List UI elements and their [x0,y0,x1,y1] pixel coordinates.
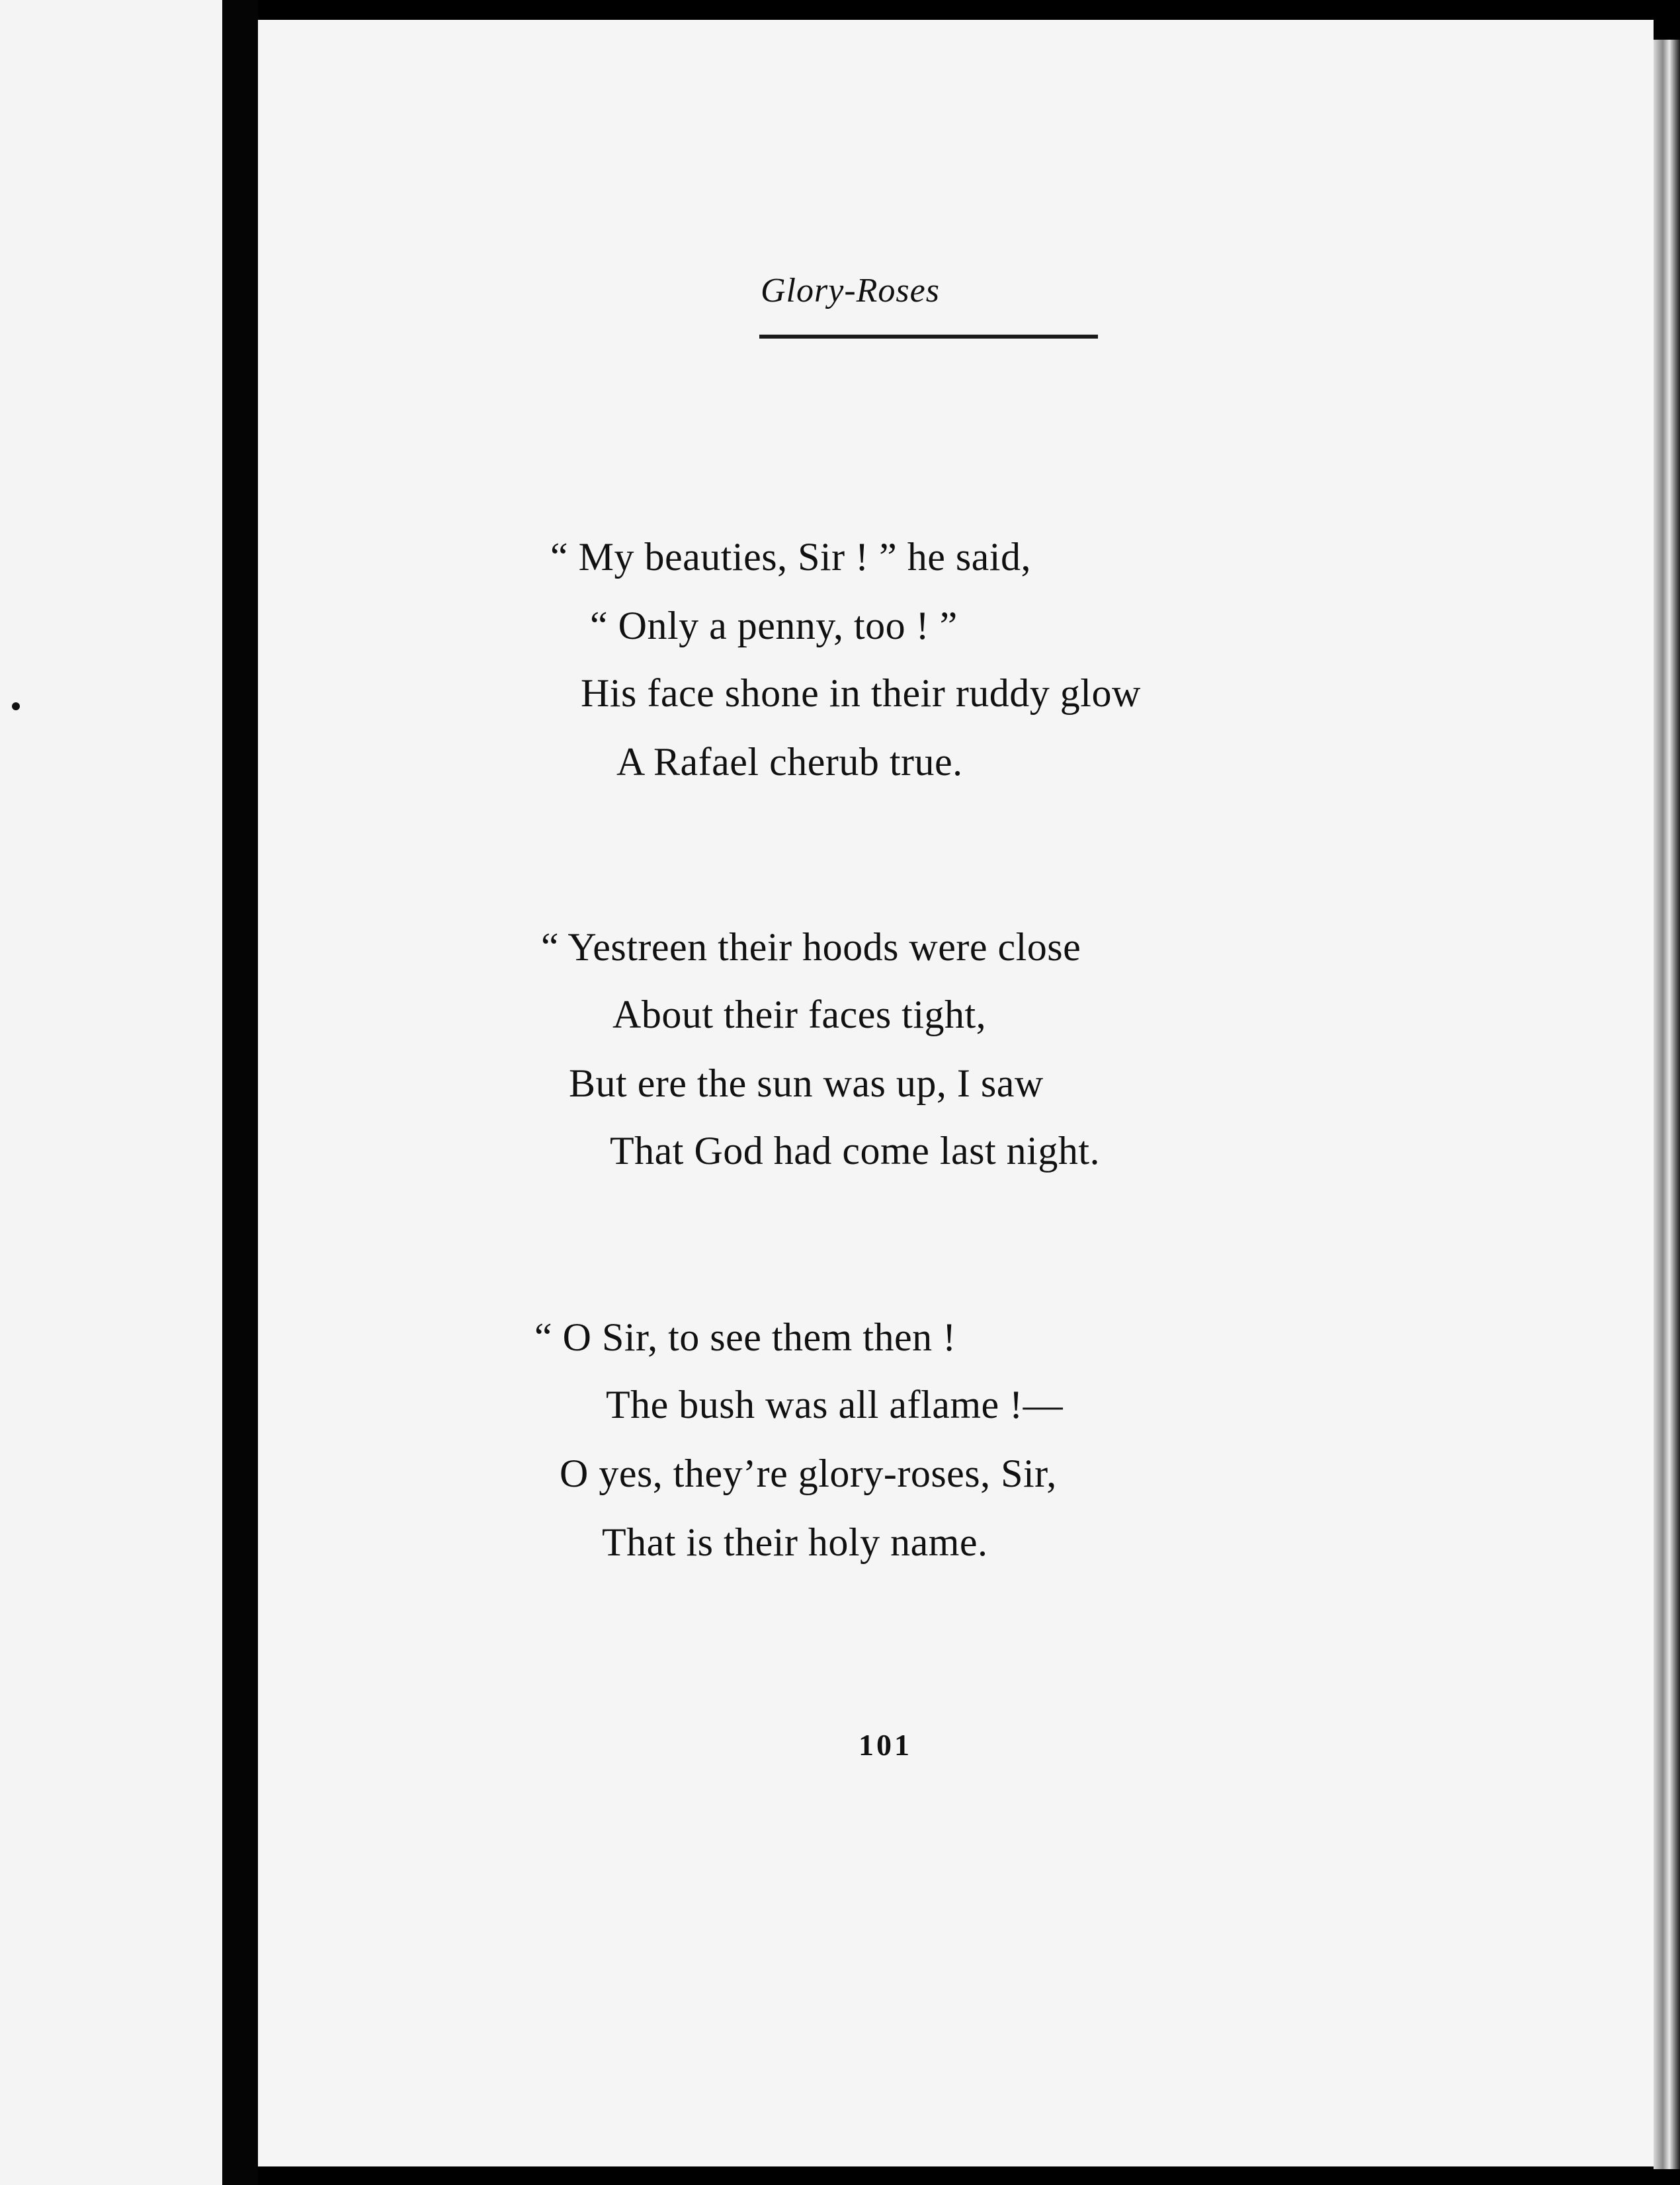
page-edge [1654,40,1680,2169]
facing-page [0,0,222,2185]
page-number: 101 [859,1728,912,1762]
book-gutter [222,0,258,2185]
stanza-1-line-3: His face shone in their ruddy glow [581,671,1141,715]
stanza-1-line-2: “ Only a penny, too ! ” [590,604,958,647]
stanza-2-line-3: But ere the sun was up, I saw [569,1061,1044,1105]
stanza-2-line-1: “ Yestreen their hoods were close [541,925,1081,969]
running-head: Glory-Roses [761,272,940,309]
ink-speck [12,702,20,710]
stanza-3-line-2: The bush was all aflame !— [606,1383,1064,1426]
stanza-3-line-4: That is their holy name. [602,1520,988,1564]
stanza-1-line-4: A Rafael cherub true. [616,740,963,784]
head-rule [759,335,1098,339]
stanza-3-line-3: O yes, they’re glory-roses, Sir, [560,1452,1057,1495]
stanza-1-line-1: “ My beauties, Sir ! ” he said, [550,535,1031,579]
stanza-2-line-2: About their faces tight, [612,993,987,1036]
stanza-2-line-4: That God had come last night. [610,1129,1101,1173]
stanza-3-line-1: “ O Sir, to see them then ! [534,1315,956,1359]
